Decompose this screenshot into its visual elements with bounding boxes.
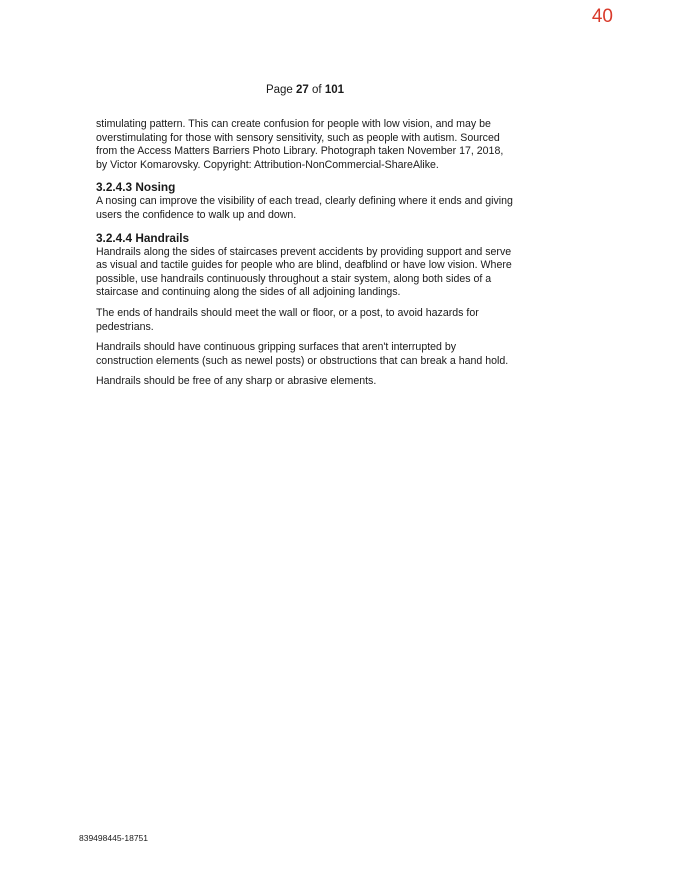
page-header: [0, 84, 610, 96]
current-page-number: 27: [296, 84, 309, 96]
page-of-label: of: [312, 84, 322, 96]
nosing-heading: 3.2.4.3 Nosing: [96, 180, 176, 195]
handrails-paragraph: Handrails should have continuous gripping surfaces that aren't interrupted by construction elements (such as newel posts) or obstructions that can break a hand hold.: [96, 341, 509, 367]
handrails-heading: 3.2.4.4 Handrails: [96, 230, 190, 245]
page-label: Page: [265, 84, 293, 96]
intro-paragraph: stimulating pattern. This can create confusion for people with low vision, and may be overstimulating for those with sensory sensitivity, such as people with autism. Sourced from the Access Matters Barriers Photo Library. Photograph taken November 17, 2018, by Victor Komarovsky. Copyright: Attribution-NonCommercial-ShareAlike.: [96, 118, 504, 171]
document-footer-id: 839498445-18751: [79, 833, 149, 843]
handrails-paragraph: The ends of handrails should meet the wall or floor, or a post, to avoid hazards for pedestrians.: [96, 306, 479, 333]
nosing-paragraph: A nosing can improve the visibility of each tread, clearly defining where it ends and giving users the confidence to walk up and down.: [96, 195, 513, 221]
document-page-number: 40: [591, 6, 613, 27]
document-body: [96, 118, 516, 396]
total-page-count: 101: [324, 84, 345, 96]
handrails-paragraph: Handrails along the sides of staircases prevent accidents by providing support and serve as visual and tactile guides for people who are blind, deafblind or have low vision. Where possible, use handrails continuously throughout a stair system, along both sides of a staircase and continuing along the sides of all adjoining landings.: [96, 245, 512, 299]
handrails-paragraph: Handrails should be free of any sharp or abrasive elements.: [96, 375, 377, 388]
